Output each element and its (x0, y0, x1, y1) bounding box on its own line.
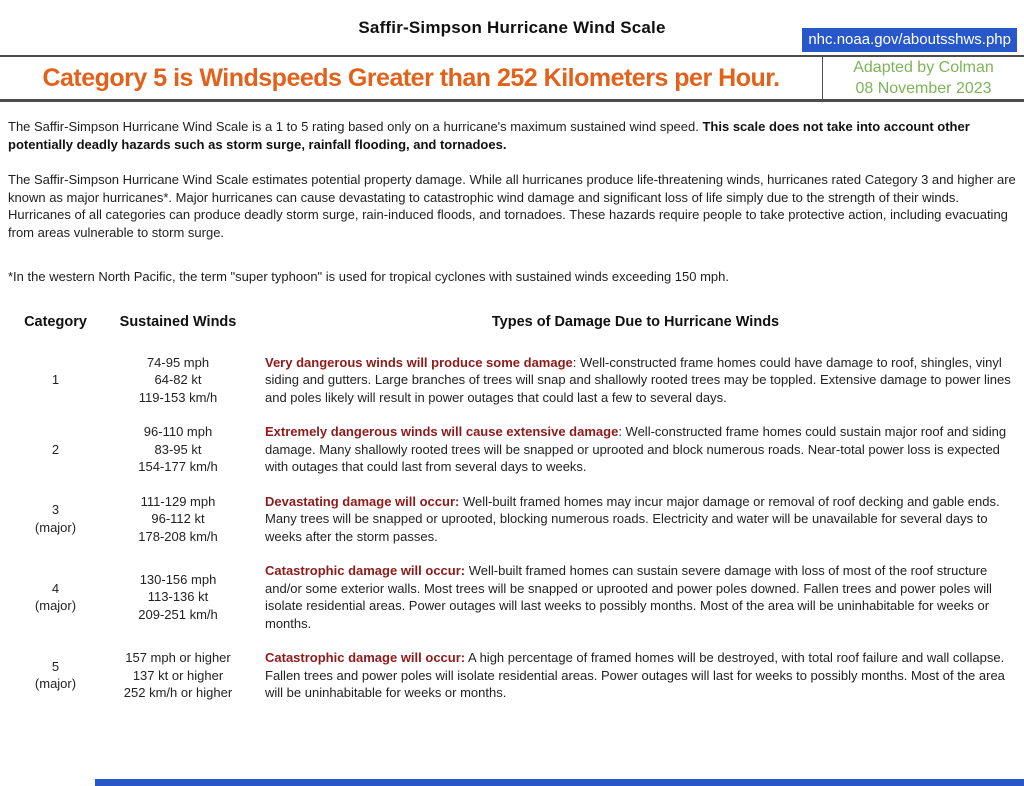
winds-cell (103, 423, 253, 476)
winds-cell (103, 649, 253, 702)
winds-mph: 74-95 mph (146, 354, 210, 370)
winds-mph: 157 mph or higher (125, 650, 231, 665)
headline-container (0, 57, 822, 99)
category-qualifier: (major) (34, 676, 77, 692)
attribution-author: Adapted by Colman (853, 59, 994, 76)
category-qualifier: (major) (34, 598, 77, 613)
winds-kmh: 119-153 km/h (138, 389, 218, 405)
damage-lead: Catastrophic damage will occur: (265, 563, 466, 578)
damage-cell (253, 423, 1018, 476)
damage-lead: Catastrophic damage will occur: (265, 650, 466, 665)
winds-cell (103, 354, 253, 407)
intro-paragraph-2: The Saffir-Simpson Hurricane Wind Scale estimates potential property damage. While all hurricanes produce life-threatening winds, hurricanes rated Category 3 and higher are known as major hurricanes*. Major hurricanes can cause devastating to catastrophic wind damage and significant loss of life simply due to the strength of their winds. Hurricanes of all categories can produce deadly storm surge, rain-induced floods, and tornadoes. These hazards require people to take protective action, including evacuating from areas vulnerable to storm surge. (8, 172, 1016, 240)
page-title: Saffir-Simpson Hurricane Wind Scale (358, 18, 666, 37)
winds-kmh: 178-208 km/h (138, 528, 218, 544)
damage-lead: Devastating damage will occur: (265, 493, 460, 509)
category-cell (8, 493, 103, 546)
winds-mph: 96-110 mph (143, 424, 213, 439)
winds-kt: 137 kt or higher (132, 667, 224, 683)
damage-cell (253, 493, 1018, 546)
winds-kmh: 209-251 km/h (138, 606, 218, 622)
table-row-category-4 (8, 562, 1018, 632)
winds-kmh: 154-177 km/h (138, 459, 218, 474)
category-number: 5 (51, 658, 60, 674)
damage-text: : Well-constructed frame homes could have damage to roof, shingles, vinyl siding and gutters. Large branches of trees will snap and shallowly rooted trees may be toppled. Extensive damage to power lines and poles likely will result in power outages that could last a few to several days. (265, 354, 1011, 405)
category-number: 3 (51, 502, 60, 518)
category-cell (8, 649, 103, 702)
intro-p1-bold: This scale does not take into account other potentially deadly hazards such as storm surge, rainfall flooding, and tornadoes. (8, 119, 970, 152)
page-header (0, 0, 1024, 57)
damage-cell (253, 649, 1018, 702)
category-cell (8, 562, 103, 632)
winds-kt: 113-136 kt (147, 589, 209, 605)
table-row-category-1 (8, 354, 1018, 407)
header-damage-types: Types of Damage Due to Hurricane Winds (491, 313, 780, 330)
winds-kt: 83-95 kt (154, 441, 202, 457)
bottom-blue-bar (95, 779, 1024, 786)
damage-text: : Well-constructed frame homes could sustain major roof and siding damage. Many shallowly rooted trees will be snapped or uprooted and block numerous roads. Near-total power loss is expected with outages that could last from several days to weeks. (265, 424, 1007, 474)
headline-text: Category 5 is Windspeeds Greater than 252 Kilometers per Hour. (42, 63, 780, 92)
damage-lead: Very dangerous winds will produce some damage (265, 354, 573, 370)
category-number: 1 (51, 372, 60, 387)
attribution-date: 08 November 2023 (855, 80, 992, 97)
category-cell (8, 354, 103, 407)
winds-mph: 111-129 mph (140, 493, 216, 509)
winds-kt: 96-112 kt (151, 511, 205, 526)
super-typhoon-footnote: *In the western North Pacific, the term "super typhoon" is used for tropical cyclones with sustained winds exceeding 150 mph. (8, 269, 729, 284)
sshws-table (8, 297, 1018, 719)
intro-section (8, 118, 1016, 286)
winds-kt: 64-82 kt (154, 372, 202, 387)
header-category: Category (24, 313, 87, 330)
winds-kmh: 252 km/h or higher (123, 685, 233, 700)
damage-text: A high percentage of framed homes will be destroyed, with total roof failure and wall collapse. Fallen trees and power poles will isolate residential areas. Power outages will last for weeks to possibly months. Most of the area will be uninhabitable for weeks or months. (265, 650, 1005, 700)
damage-cell (253, 562, 1018, 632)
winds-cell (103, 562, 253, 632)
winds-mph: 130-156 mph (139, 571, 217, 587)
damage-lead: Extremely dangerous winds will cause extensive damage (265, 424, 619, 439)
source-url-highlight[interactable]: nhc.noaa.gov/aboutsshws.php (802, 28, 1017, 52)
header-sustained-winds: Sustained Winds (119, 313, 237, 330)
damage-text: Well-built framed homes may incur major damage or removal of roof decking and gable ends. Many trees will be snapped or uprooted, blocking numerous roads. Electricity and water will be unavailable for several days to weeks after the storm passes. (265, 493, 1000, 544)
headline-band (0, 57, 1024, 102)
category-number: 2 (51, 441, 60, 457)
table-row-category-2 (8, 423, 1018, 476)
category-cell (8, 423, 103, 476)
damage-cell (253, 354, 1018, 407)
table-header-row (8, 314, 1018, 337)
table-row-category-3 (8, 493, 1018, 546)
table-row-category-5 (8, 649, 1018, 702)
category-qualifier: (major) (34, 519, 77, 535)
damage-text: Well-built framed homes can sustain severe damage with loss of most of the roof structure and/or some exterior walls. Most trees will be snapped or uprooted and power poles downed. Fallen trees and power poles will isolate residential areas. Power outages will last weeks to possibly months. Most of the area will be uninhabitable for weeks or months. (265, 563, 992, 631)
winds-cell (103, 493, 253, 546)
category-number: 4 (51, 580, 60, 596)
intro-paragraph-1 (8, 118, 1016, 153)
attribution-box (822, 57, 1024, 99)
intro-p1-normal: The Saffir-Simpson Hurricane Wind Scale is a 1 to 5 rating based only on a hurricane's maximum sustained wind speed. (8, 119, 703, 134)
